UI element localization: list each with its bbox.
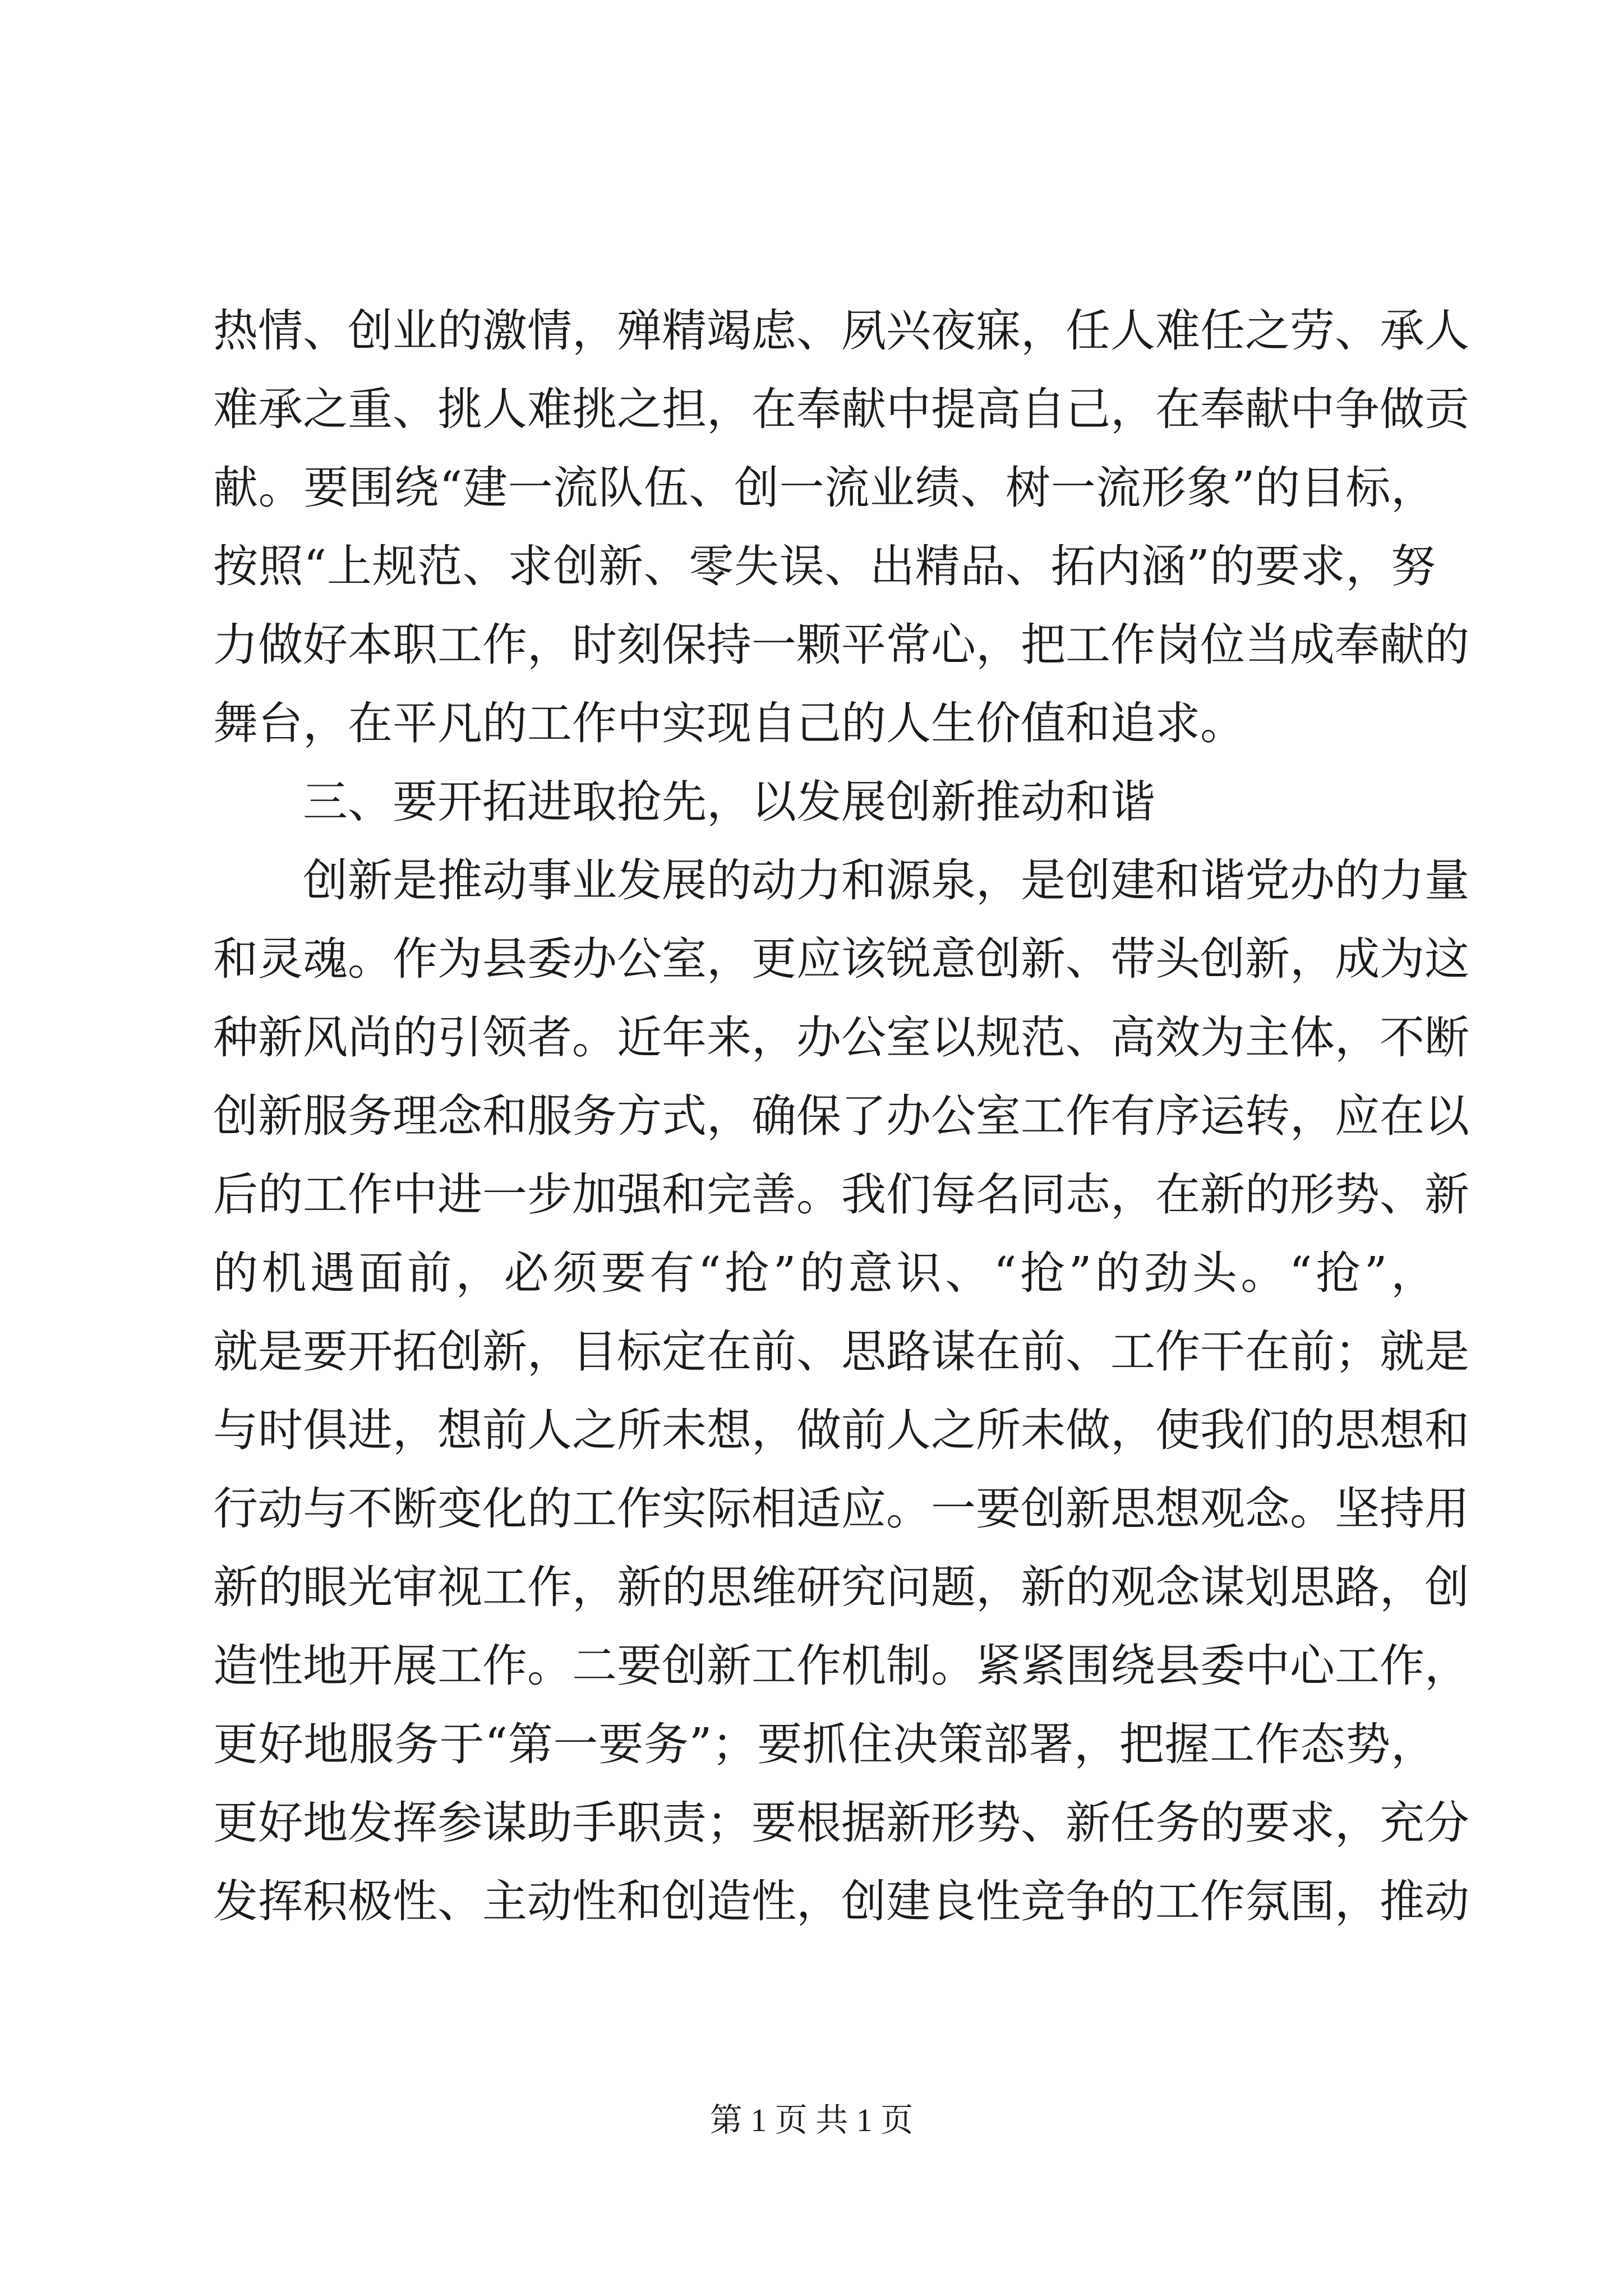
text-line: 和灵魂。作为县委办公室，更应该锐意创新、带头创新，成为这	[213, 933, 1469, 985]
text-line: 发挥积极性、主动性和创造性，创建良性竞争的工作氛围，推动	[213, 1875, 1469, 1927]
text-line: 后的工作中进一步加强和完善。我们每名同志，在新的形势、新	[213, 1168, 1469, 1221]
text-line: 与时俱进，想前人之所未想，做前人之所未做，使我们的思想和	[213, 1404, 1469, 1456]
section-heading: 三、要开拓进取抢先，以发展创新推动和谐	[303, 776, 1155, 828]
text-line: 创新是推动事业发展的动力和源泉，是创建和谐党办的力量	[303, 854, 1469, 907]
text-line: 难承之重、挑人难挑之担，在奉献中提高自己，在奉献中争做贡	[213, 383, 1469, 435]
text-line: 更好地服务于“第一要务”；要抓住决策部署，把握工作态势，	[213, 1718, 1436, 1770]
text-line: 力做好本职工作，时刻保持一颗平常心，把工作岗位当成奉献的	[213, 619, 1469, 671]
page-number-footer: 第 1 页 共 1 页	[709, 2102, 914, 2138]
text-line: 热情、创业的激情，殚精竭虑、夙兴夜寐，任人难任之劳、承人	[213, 305, 1469, 357]
text-line: 创新服务理念和服务方式，确保了办公室工作有序运转，应在以	[213, 1090, 1469, 1142]
text-line: 造性地开展工作。二要创新工作机制。紧紧围绕县委中心工作，	[213, 1640, 1469, 1692]
text-line: 种新风尚的引领者。近年来，办公室以规范、高效为主体，不断	[213, 1011, 1469, 1064]
text-line: 舞台，在平凡的工作中实现自己的人生价值和追求。	[213, 697, 1245, 749]
text-line: 新的眼光审视工作，新的思维研究问题，新的观念谋划思路，创	[213, 1561, 1469, 1613]
text-line: 献。要围绕“建一流队伍、创一流业绩、树一流形象”的目标，	[213, 462, 1436, 514]
text-line: 按照“上规范、求创新、零失误、出精品、拓内涵”的要求，努	[213, 540, 1436, 592]
text-line: 的机遇面前，必须要有“抢”的意识、“抢”的劲头。“抢”，	[213, 1247, 1436, 1299]
text-line: 行动与不断变化的工作实际相适应。一要创新思想观念。坚持用	[213, 1483, 1469, 1535]
text-line: 更好地发挥参谋助手职责；要根据新形势、新任务的要求，充分	[213, 1797, 1469, 1849]
text-line: 就是要开拓创新，目标定在前、思路谋在前、工作干在前；就是	[213, 1326, 1469, 1378]
